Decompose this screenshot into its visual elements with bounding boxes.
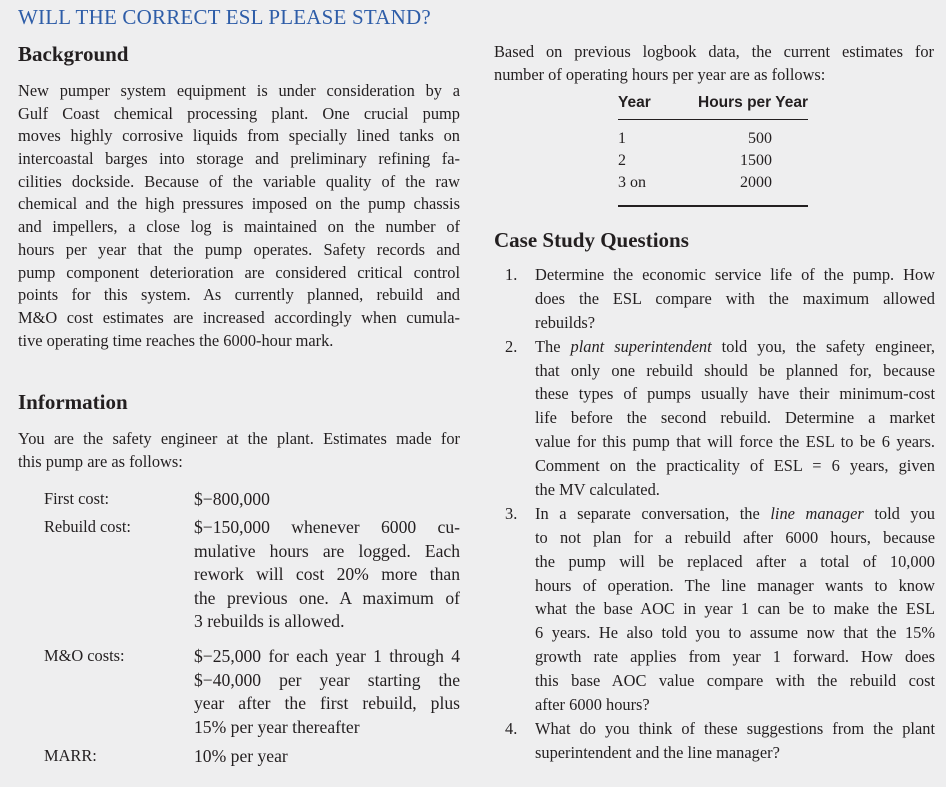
question-line: Comment on the practicality of ESL = 6 years, given [535,456,935,476]
question-line: the MV calculated. [535,480,660,500]
question-line: life before the second rebuild. Determine a market [535,408,935,428]
estimate-value [194,516,460,634]
question-line: Determine the economic service life of the pump. How [535,265,935,284]
questions-list [505,263,935,765]
estimate-value-line: mulative hours are logged. Each [194,540,460,561]
question-line: does the ESL compare with the maximum allowed [535,288,935,308]
estimate-label: First cost: [44,489,110,508]
questions-heading: Case Study Questions [494,228,689,252]
question-number: 3. [505,503,518,523]
background-line: chemical and the high pressures imposed on the pump chassis [18,194,460,214]
background-line: hours per year that the pump operates. Safety records and [18,239,460,259]
estimate-value [194,645,460,739]
question-item [505,502,935,717]
question-line: The plant superintendent told you, the safety engineer, [535,336,935,356]
question-line: what the base AOC in year 1 can be to make the ESL [535,599,935,619]
cell-year: 1 [618,130,626,147]
logbook-intro [494,41,934,86]
question-line: that only one rebuild should be planned for, because [535,360,935,380]
logbook-intro-line: number of operating hours per year are as follows: [494,64,826,84]
question-number: 1. [505,265,518,284]
background-paragraph [18,80,460,352]
page-title: WILL THE CORRECT ESL PLEASE STAND? [18,5,431,29]
information-heading: Information [18,390,128,414]
background-heading: Background [18,42,129,66]
question-line: growth rate applies from year 1 forward. How does [535,647,935,667]
background-line: intercoastal barges into storage and preliminary refining fa- [18,149,460,169]
question-item [505,717,935,765]
question-item [505,335,935,502]
information-line: this pump are as follows: [18,451,183,471]
estimate-value-line: 15% per year thereafter [194,716,360,737]
background-line: points for this system. As currently planned, rebuild and [18,285,460,305]
logbook-intro-line: Based on previous logbook data, the current estimates for [494,42,934,61]
estimate-value-line: $−800,000 [194,489,270,509]
estimate-value-line: $−150,000 whenever 6000 cu- [194,517,460,537]
estimate-label: Rebuild cost: [44,517,131,536]
table-row [618,120,808,151]
background-line: M&O cost estimates are increased accordingly when cumula- [18,307,460,327]
estimate-value-line: 3 rebuilds is allowed. [194,611,345,632]
estimate-label: MARR: [44,746,97,765]
question-item [505,263,935,335]
estimate-value-line: $−25,000 for each year 1 through 4 [194,646,460,666]
question-line: value for this pump that will force the ESL to be 6 years. [535,432,935,452]
question-line: 6 years. He also told you to assume now that the 15% [535,623,935,643]
cell-hours: 500 [748,130,772,147]
background-line: and impellers, a close log is maintained on the number of [18,217,460,237]
table-bottom-rule [618,205,808,207]
estimate-value-line: $−40,000 per year starting the [194,669,460,690]
background-line: Gulf Coast chemical processing plant. One crucial pump [18,103,460,123]
background-line: New pumper system equipment is under consideration by a [18,81,460,100]
estimate-label: M&O costs: [44,646,125,665]
estimate-value-line: 10% per year [194,746,288,766]
cell-hours: 1500 [740,152,772,169]
question-line: the pump will be replaced after a total of 10,000 [535,551,935,571]
hours-table [618,92,808,194]
estimate-value [194,488,460,512]
cell-year: 3 on [618,174,646,191]
information-line: You are the safety engineer at the plant. Estimates made for [18,429,460,448]
question-line: In a separate conversation, the line manager told you [535,503,935,523]
header-hours: Hours per Year [662,92,808,120]
background-line: cilities dockside. Because of the variable quality of the raw [18,171,460,191]
question-line: after 6000 hours? [535,695,650,715]
background-line: moves highly corrosive liquids from specially lined tanks on [18,126,460,146]
estimate-value-line: year after the first rebuild, plus [194,693,460,714]
cell-hours: 2000 [740,174,772,191]
question-line: What do you think of these suggestions from the plant [535,718,935,738]
estimate-value-line: rework will cost 20% more than [194,564,460,585]
question-line: superintendent and the line manager? [535,742,780,762]
question-line: this base AOC value compare with the rebuild cost [535,671,935,691]
estimate-value [194,745,460,769]
background-line: tive operating time reaches the 6000-hour mark. [18,330,334,350]
question-line: hours of operation. The line manager wants to know [535,575,935,595]
header-year: Year [618,92,662,120]
estimate-value-line: the previous one. A maximum of [194,587,460,608]
background-line: pump component deterioration are considered critical control [18,262,460,282]
question-line: these types of pumps usually have their minimum-cost [535,384,935,404]
question-number: 4. [505,718,518,738]
table-row [618,150,808,172]
table-row [618,172,808,194]
question-number: 2. [505,336,518,356]
question-line: rebuilds? [535,312,596,332]
information-paragraph [18,428,460,473]
question-line: to not plan for a rebuild after 6000 hours, because [535,527,935,547]
hours-table-header [618,92,808,120]
cell-year: 2 [618,152,626,169]
